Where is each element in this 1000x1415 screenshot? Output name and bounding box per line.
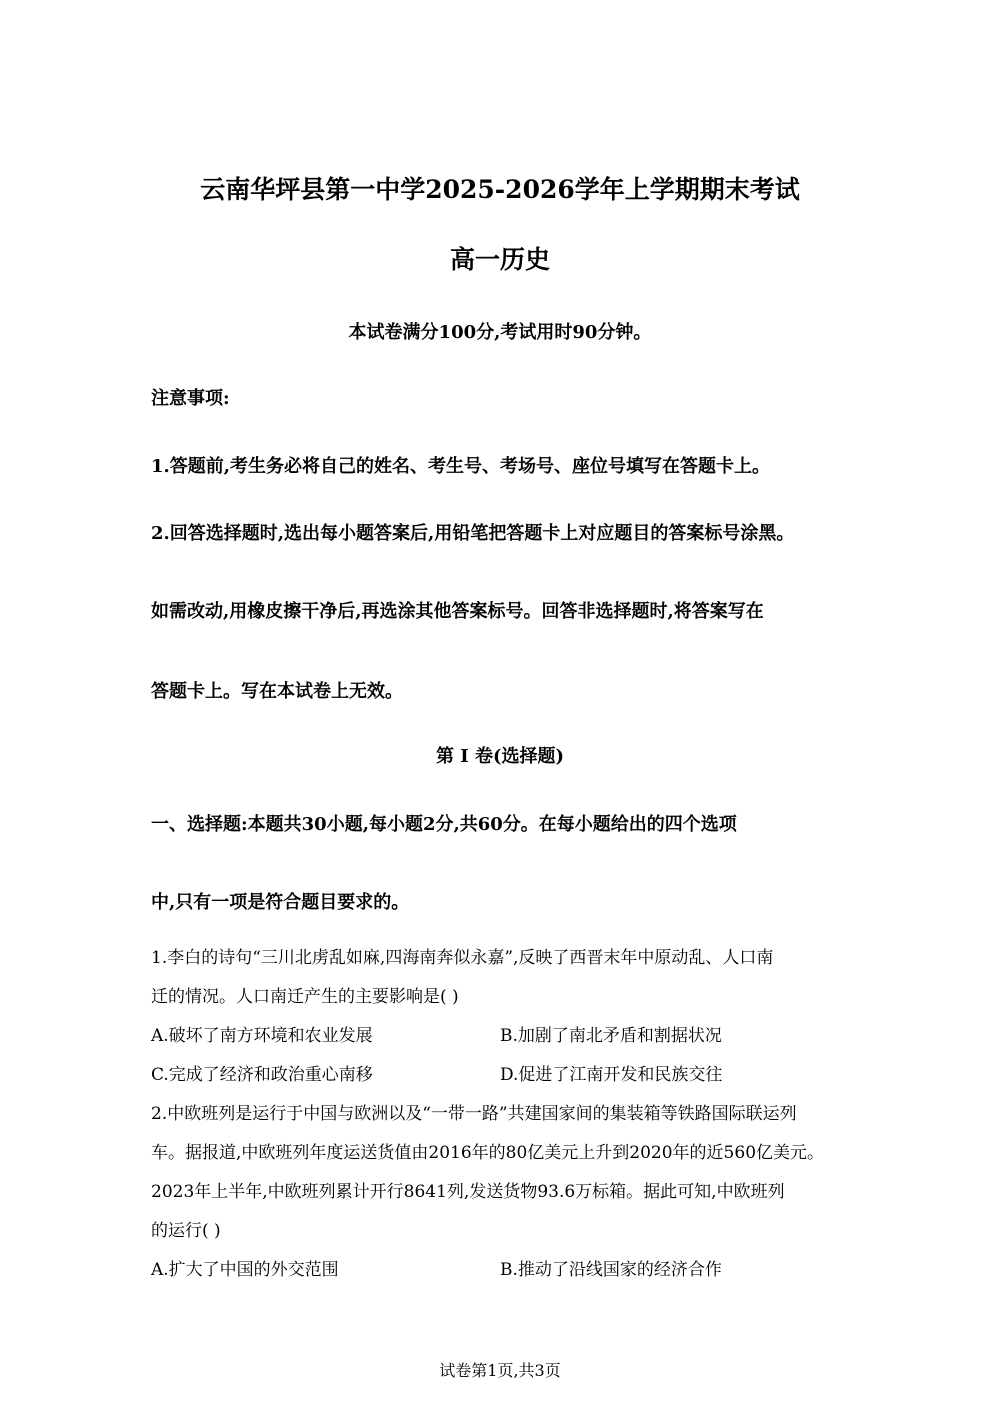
question-2-stem-line-4: 的运行( ) (151, 1221, 221, 1241)
question-2-option-a: A.扩大了中国的外交范围 (151, 1260, 339, 1280)
notice-heading: 注意事项: (151, 388, 230, 409)
notice-item-2-line-3: 答题卡上。写在本试卷上无效。 (151, 681, 403, 702)
question-1-option-d: D.促进了江南开发和民族交往 (500, 1065, 723, 1085)
question-1-option-a: A.破坏了南方环境和农业发展 (151, 1026, 373, 1046)
question-1-stem-line-1: 1.李白的诗句“三川北虏乱如麻,四海南奔似永嘉”,反映了西晋末年中原动乱、人口南 (151, 948, 774, 968)
question-2-stem-line-1: 2.中欧班列是运行于中国与欧洲以及“一带一路”共建国家间的集装箱等铁路国际联运列 (151, 1104, 797, 1124)
section-instruction-line-2: 中,只有一项是符合题目要求的。 (151, 892, 410, 913)
section-instruction-line-1: 一、选择题:本题共30小题,每小题2分,共60分。在每小题给出的四个选项 (151, 814, 737, 835)
notice-item-1: 1.答题前,考生务必将自己的姓名、考生号、考场号、座位号填写在答题卡上。 (151, 456, 771, 477)
page-footer: 试卷第1页,共3页 (439, 1361, 561, 1380)
volume-heading: 第 I 卷(选择题) (436, 746, 564, 767)
question-1-option-c: C.完成了经济和政治重心南移 (151, 1065, 373, 1085)
exam-subject: 高一历史 (449, 245, 550, 274)
question-2-stem-line-2: 车。据报道,中欧班列年度运送货值由2016年的80亿美元上升到2020年的近560亿美元。 (151, 1143, 825, 1163)
question-2-option-b: B.推动了沿线国家的经济合作 (500, 1260, 722, 1280)
question-1-option-b: B.加剧了南北矛盾和割据状况 (500, 1026, 722, 1046)
question-1-stem-line-2: 迁的情况。人口南迁产生的主要影响是( ) (151, 987, 459, 1007)
exam-title: 云南华坪县第一中学2025-2026学年上学期期末考试 (200, 175, 800, 204)
exam-info: 本试卷满分100分,考试用时90分钟。 (348, 322, 652, 343)
question-2-stem-line-3: 2023年上半年,中欧班列累计开行8641列,发送货物93.6万标箱。据此可知,中欧班列 (151, 1182, 785, 1202)
notice-item-2-line-1: 2.回答选择题时,选出每小题答案后,用铅笔把答题卡上对应题目的答案标号涂黑。 (151, 523, 795, 544)
notice-item-2-line-2: 如需改动,用橡皮擦干净后,再选涂其他答案标号。回答非选择题时,将答案写在 (151, 601, 764, 622)
